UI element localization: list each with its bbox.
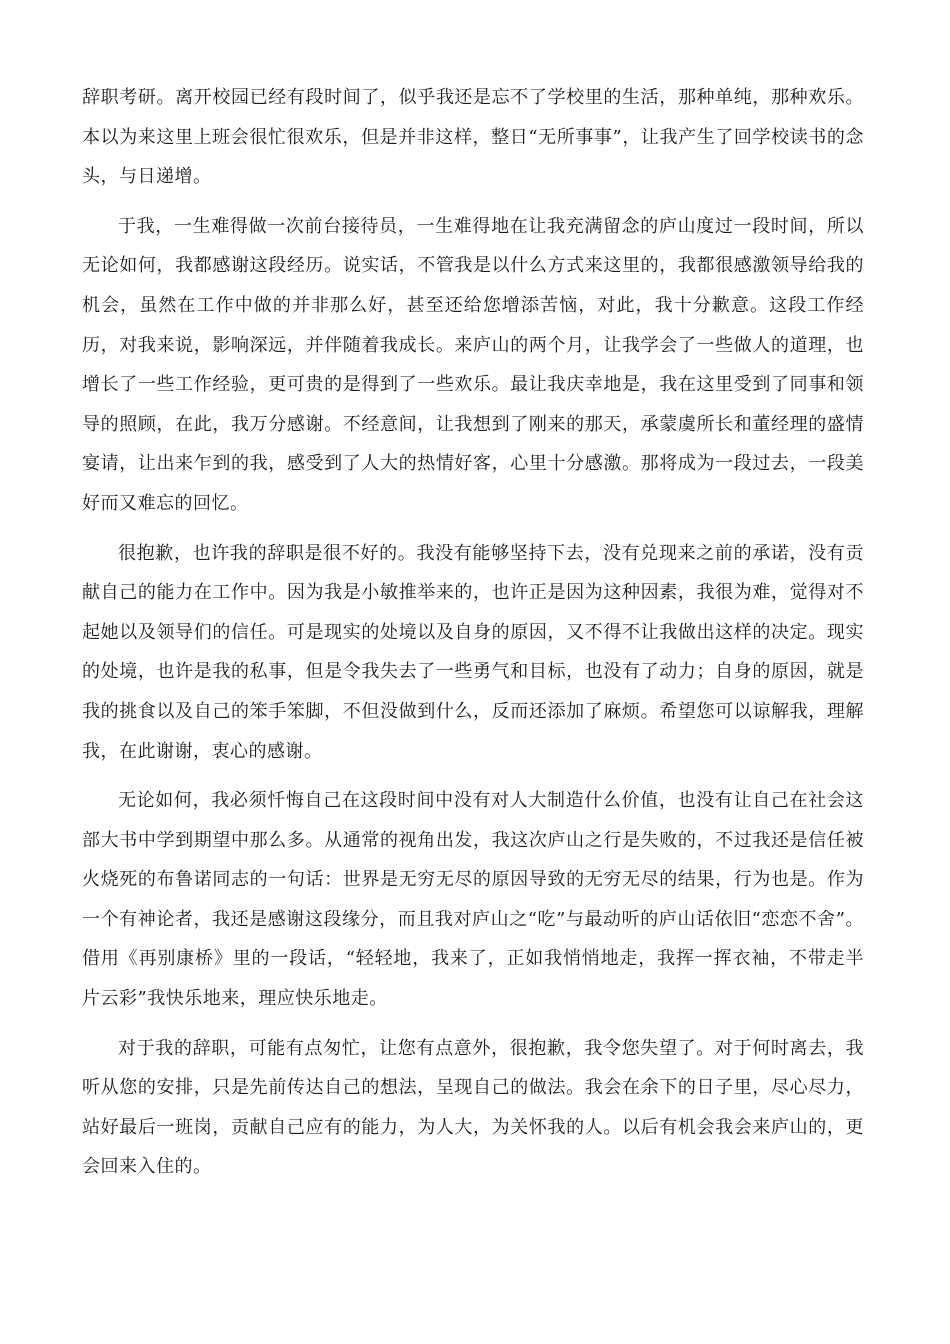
paragraph: 于我，一生难得做一次前台接待员，一生难得地在让我充满留念的庐山度过一段时间，所以无论如何，我都感谢这段经历。说实话，不管我是以什么方式来这里的，我都很感激领导给我的机会，虽然在工作中做的并非那么好，甚至还给您增添苦恼，对此，我十分歉意。这段工作经历，对我来说，影响深远，并伴随着我成长。来庐山的两个月，让我学会了一些做人的道理，也增长了一些工作经验，更可贵的是得到了一些欢乐。最让我庆幸地是，我在这里受到了同事和领导的照顾，在此，我万分感谢。不经意间，让我想到了刚来的那天，承蒙虞所长和董经理的盛情宴请，让出来乍到的我，感受到了人大的热情好客，心里十分感激。那将成为一段过去，一段美好而又难忘的回忆。 [82,215,864,514]
document-body [82,78,864,1197]
paragraph: 辞职考研。离开校园已经有段时间了，似乎我还是忘不了学校里的生活，那种单纯，那种欢乐。本以为来这里上班会很忙很欢乐，但是并非这样，整日“无所事事”，让我产生了回学校读书的念头，与日递增。 [82,87,864,188]
paragraph: 对于我的辞职，可能有点匆忙，让您有点意外，很抱歉，我令您失望了。对于何时离去，我听从您的安排，只是先前传达自己的想法，呈现自己的做法。我会在余下的日子里，尽心尽力，站好最后一班岗，贡献自己应有的能力，为人大，为关怀我的人。以后有机会我会来庐山的，更会回来入住的。 [82,1037,864,1178]
paragraph: 无论如何，我必须忏悔自己在这段时间中没有对人大制造什么价值，也没有让自己在社会这部大书中学到期望中那么多。从通常的视角出发，我这次庐山之行是失败的，不过我还是信任被火烧死的布鲁诺同志的一句话：世界是无穷无尽的原因导致的无穷无尽的结果，行为也是。作为一个有神论者，我还是感谢这段缘分，而且我对庐山之“吃”与最动听的庐山话依旧“恋恋不舍”。借用《再别康桥》里的一段话，“轻轻地，我来了，正如我悄悄地走，我挥一挥衣袖，不带走半片云彩”我快乐地来，理应快乐地走。 [82,790,864,1010]
paragraph: 很抱歉，也许我的辞职是很不好的。我没有能够坚持下去，没有兑现来之前的承诺，没有贡献自己的能力在工作中。因为我是小敏推举来的，也许正是因为这种因素，我很为难，觉得对不起她以及领导们的信任。可是现实的处境以及自身的原因，又不得不让我做出这样的决定。现实的处境，也许是我的私事，但是令我失去了一些勇气和目标，也没有了动力；自身的原因，就是我的挑食以及自己的笨手笨脚，不但没做到什么，反而还添加了麻烦。希望您可以谅解我，理解我，在此谢谢，衷心的感谢。 [82,542,864,762]
